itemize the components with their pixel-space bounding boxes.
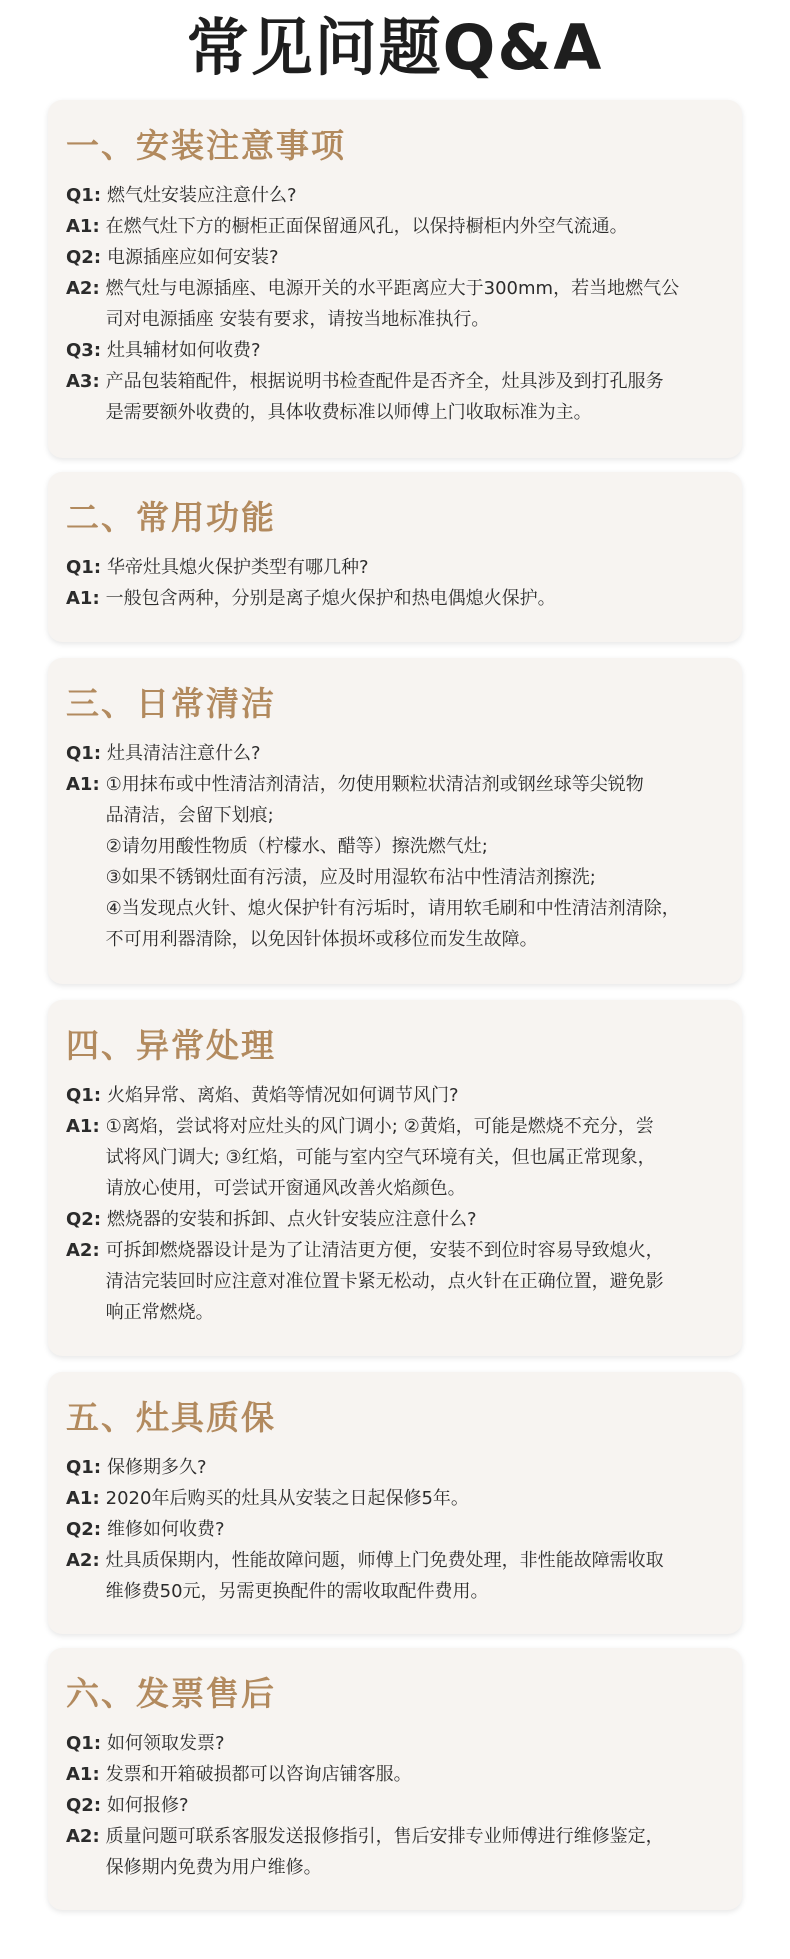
text-line: 华帝灶具熄火保护类型有哪几种? (107, 557, 369, 578)
text-line: ④当发现点火针、熄火保护针有污垢时，请用软毛刷和中性清洁剂清除， (105, 898, 680, 919)
answer-row (66, 1235, 724, 1328)
question-text (101, 242, 724, 273)
text-line: 如何领取发票? (107, 1733, 225, 1754)
answer-text (100, 583, 724, 614)
text-line: 响正常燃烧。 (105, 1302, 214, 1323)
text-line: ③如果不锈钢灶面有污渍，应及时用湿软布沾中性清洁剂擦洗; (105, 867, 596, 888)
section-title: 六、发票售后 (66, 1674, 276, 1713)
text-line: ①用抹布或中性清洁剂清洁，勿使用颗粒状清洁剂或钢丝球等尖锐物 (105, 774, 644, 795)
question-row (66, 180, 724, 211)
faq-card-warranty (48, 1372, 742, 1634)
answer-row (66, 366, 724, 428)
answer-label: A3: (66, 371, 100, 392)
question-label: Q2: (66, 247, 102, 268)
answer-label: A1: (66, 216, 100, 237)
answer-label: A2: (66, 1240, 100, 1261)
text-line: 火焰异常、离焰、黄焰等情况如何调节风门? (107, 1085, 459, 1106)
question-row (66, 1080, 724, 1111)
answer-label: A1: (66, 1764, 100, 1785)
question-label: Q2: (66, 1209, 102, 1230)
question-row (66, 738, 724, 769)
section-title: 四、异常处理 (66, 1026, 276, 1065)
question-label: Q2: (66, 1519, 102, 1540)
section-title: 三、日常清洁 (66, 684, 276, 723)
text-line: 试将风门调大; ③红焰，可能与室内空气环境有关，但也属正常现象， (105, 1147, 656, 1168)
question-text (101, 552, 724, 583)
answer-label: A2: (66, 278, 100, 299)
text-line: ②请勿用酸性物质（柠檬水、醋等）擦洗燃气灶; (105, 836, 488, 857)
faq-card-troubleshooting (48, 1000, 742, 1356)
text-line: 发票和开箱破损都可以咨询店铺客服。 (105, 1764, 412, 1785)
question-label: Q1: (66, 1085, 102, 1106)
answer-label: A2: (66, 1826, 100, 1847)
question-label: Q1: (66, 557, 102, 578)
answer-label: A1: (66, 588, 100, 609)
answer-row (66, 1759, 724, 1790)
text-line: 清洁完装回时应注意对准位置卡紧无松动，点火针在正确位置，避免影 (105, 1271, 664, 1292)
answer-label: A1: (66, 1116, 100, 1137)
answer-text (100, 1759, 724, 1790)
text-line: 请放心使用，可尝试开窗通风改善火焰颜色。 (105, 1178, 466, 1199)
text-line: 是需要额外收费的，具体收费标准以师傅上门收取标准为主。 (105, 402, 592, 423)
text-line: 燃气灶与电源插座、电源开关的水平距离应大于300mm，若当地燃气公 (105, 278, 680, 299)
question-text (101, 335, 724, 366)
text-line: 司对电源插座 安装有要求，请按当地标准执行。 (105, 309, 490, 330)
question-text (101, 180, 724, 211)
text-line: 灶具质保期内，性能故障问题，师傅上门免费处理，非性能故障需收取 (105, 1550, 664, 1571)
faq-card-installation (48, 100, 742, 458)
question-label: Q2: (66, 1795, 102, 1816)
text-line: 灶具辅材如何收费? (107, 340, 261, 361)
answer-text (100, 1545, 724, 1607)
answer-text (100, 273, 724, 335)
answer-row (66, 1545, 724, 1607)
answer-text (100, 1111, 724, 1204)
answer-row (66, 1111, 724, 1204)
question-text (101, 738, 724, 769)
question-row (66, 1790, 724, 1821)
question-row (66, 1728, 724, 1759)
text-line: 灶具清洁注意什么? (107, 743, 261, 764)
question-row (66, 335, 724, 366)
text-line: 品清洁，会留下划痕; (105, 805, 274, 826)
text-line: 维修费50元，另需更换配件的需收取配件费用。 (105, 1581, 489, 1602)
answer-text (100, 366, 724, 428)
text-line: 质量问题可联系客服发送报修指引，售后安排专业师傅进行维修鉴定， (105, 1826, 664, 1847)
answer-label: A1: (66, 774, 100, 795)
question-row (66, 552, 724, 583)
question-row (66, 242, 724, 273)
answer-text (100, 1821, 724, 1883)
page-title: 常见问题Q&A (186, 11, 604, 84)
answer-row (66, 583, 724, 614)
answer-row (66, 273, 724, 335)
text-line: 维修如何收费? (107, 1519, 225, 1540)
answer-label: A1: (66, 1488, 100, 1509)
text-line: 电源插座应如何安装? (107, 247, 279, 268)
section-title: 五、灶具质保 (66, 1398, 276, 1437)
question-label: Q1: (66, 1733, 102, 1754)
question-label: Q1: (66, 743, 102, 764)
answer-text (100, 1235, 724, 1328)
question-text (101, 1452, 724, 1483)
answer-row (66, 769, 724, 955)
text-line: 如何报修? (107, 1795, 189, 1816)
section-title: 一、安装注意事项 (66, 126, 346, 165)
question-row (66, 1514, 724, 1545)
answer-text (100, 1483, 724, 1514)
question-row (66, 1452, 724, 1483)
text-line: 燃烧器的安装和拆卸、点火针安装应注意什么? (107, 1209, 477, 1230)
answer-label: A2: (66, 1550, 100, 1571)
answer-row (66, 1821, 724, 1883)
section-title: 二、常用功能 (66, 498, 276, 537)
answer-row (66, 1483, 724, 1514)
question-text (101, 1204, 724, 1235)
answer-row (66, 211, 724, 242)
question-label: Q3: (66, 340, 102, 361)
text-line: 可拆卸燃烧器设计是为了让清洁更方便，安装不到位时容易导致熄火， (105, 1240, 664, 1261)
question-row (66, 1204, 724, 1235)
text-line: 燃气灶安装应注意什么? (107, 185, 297, 206)
question-label: Q1: (66, 185, 102, 206)
question-text (101, 1514, 724, 1545)
text-line: 一般包含两种，分别是离子熄火保护和热电偶熄火保护。 (105, 588, 556, 609)
faq-card-daily-cleaning (48, 658, 742, 984)
question-text (101, 1790, 724, 1821)
text-line: 不可用利器清除，以免因针体损坏或移位而发生故障。 (105, 929, 538, 950)
question-text (101, 1080, 724, 1111)
question-label: Q1: (66, 1457, 102, 1478)
text-line: ①离焰，尝试将对应灶头的风门调小; ②黄焰，可能是燃烧不充分，尝 (105, 1116, 654, 1137)
question-text (101, 1728, 724, 1759)
text-line: 在燃气灶下方的橱柜正面保留通风孔，以保持橱柜内外空气流通。 (105, 216, 628, 237)
text-line: 保修期多久? (107, 1457, 207, 1478)
answer-text (100, 211, 724, 242)
text-line: 2020年后购买的灶具从安装之日起保修5年。 (105, 1488, 469, 1509)
faq-card-common-functions (48, 472, 742, 642)
faq-card-invoice-after-sales (48, 1648, 742, 1910)
answer-text (100, 769, 724, 955)
text-line: 产品包装箱配件，根据说明书检查配件是否齐全，灶具涉及到打孔服务 (105, 371, 664, 392)
text-line: 保修期内免费为用户维修。 (105, 1857, 322, 1878)
